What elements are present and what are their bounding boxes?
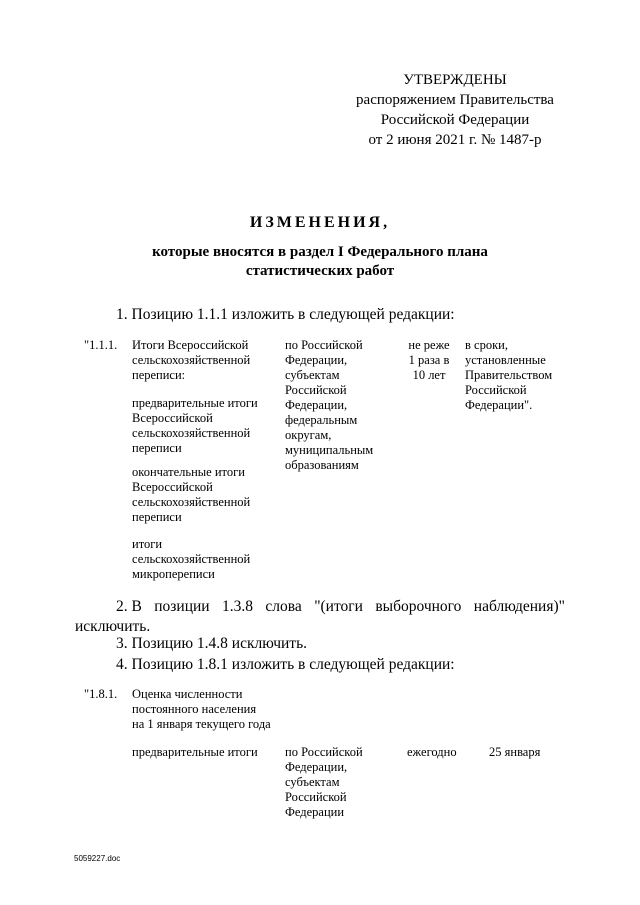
table1-col1-group4 <box>132 537 250 582</box>
table1-col1-text: микропереписи <box>132 567 215 581</box>
table1-col4-text: Федерации". <box>465 398 533 412</box>
table1-col1-text: сельскохозяйственной <box>132 426 251 440</box>
table2-col1-text: на 1 января текущего года <box>132 717 271 731</box>
table1-col3-text: не реже <box>408 338 450 352</box>
table1-col1-text: сельскохозяйственной <box>132 552 251 566</box>
item-2-word: наблюдения)" <box>473 598 565 615</box>
approval-date: от 2 июня 2021 г. № 1487-р <box>368 132 542 148</box>
table1-col1-text: итоги <box>132 537 163 551</box>
table1-col1-text: Всероссийской <box>132 480 213 494</box>
table1-col1-text: предварительные итоги <box>132 396 258 410</box>
item-4: 4. Позицию 1.8.1 изложить в следующей редакции: <box>116 656 455 673</box>
table1-col4-text: в сроки, <box>465 338 508 352</box>
item-2-word: 1.3.8 <box>222 598 254 615</box>
table1-col1-text: окончательные итоги <box>132 465 245 479</box>
item-2-word: 2. В <box>116 598 142 615</box>
table1-col3 <box>400 338 458 383</box>
table2-col2-text: Федерации <box>285 805 345 819</box>
table1-col3-text: 10 лет <box>412 368 446 382</box>
subtitle-line-2: статистических работ <box>245 263 395 279</box>
table1-col1-text: переписи: <box>132 368 186 382</box>
table1-col1-text: сельскохозяйственной <box>132 495 251 509</box>
item-3: 3. Позицию 1.4.8 исключить. <box>116 635 308 652</box>
approval-title: УТВЕРЖДЕНЫ <box>403 72 507 88</box>
table1-col1-group2 <box>132 396 258 456</box>
table1-col1-text: переписи <box>132 510 182 524</box>
table1-col4-text: установленные <box>465 353 546 367</box>
table2-col4: 25 января <box>489 745 541 759</box>
table1-col1-group3 <box>132 465 250 525</box>
item-2-word: позиции <box>154 598 210 615</box>
item-2-word: "(итоги <box>314 598 363 615</box>
table2-col1-text: постоянного населения <box>132 702 257 716</box>
table2-col2 <box>285 745 363 820</box>
item-2-line-2: исключить. <box>75 618 151 635</box>
table2-col1-head <box>132 687 271 732</box>
table1-col2-text: образованиям <box>285 458 359 472</box>
table1-col3-text: 1 раза в <box>408 353 450 367</box>
table1-col2-text: Российской <box>285 383 347 397</box>
table1-col1-text: Всероссийской <box>132 411 213 425</box>
table2-position-number: "1.8.1. <box>84 687 118 701</box>
approval-block <box>330 70 580 150</box>
approval-line-2: распоряжением Правительства <box>356 92 554 108</box>
subtitle-line-1: которые вносятся в раздел I Федерального плана <box>152 244 488 260</box>
item-2-line-1 <box>116 597 565 617</box>
table1-col1-group1 <box>132 338 250 383</box>
table1-col2-text: Федерации, <box>285 398 348 412</box>
table1-col2-text: федеральным <box>285 413 358 427</box>
footer-file-name: 5059227.doc <box>74 854 121 863</box>
table1-col1-text: сельскохозяйственной <box>132 353 251 367</box>
table1-col2-text: по Российской <box>285 338 363 352</box>
table2-col2-text: Федерации, <box>285 760 348 774</box>
document-title: ИЗМЕНЕНИЯ, <box>249 214 391 231</box>
table2-col3: ежегодно <box>407 745 457 759</box>
table1-col4 <box>465 338 552 413</box>
item-1: 1. Позицию 1.1.1 изложить в следующей редакции: <box>116 306 455 323</box>
table1-col2-text: округам, <box>285 428 332 442</box>
table2-col1-text: Оценка численности <box>132 687 243 701</box>
table1-col4-text: Правительством <box>465 368 553 382</box>
table2-col2-text: Российской <box>285 790 347 804</box>
table1-col1-text: переписи <box>132 441 182 455</box>
table1-col2-text: субъектам <box>285 368 340 382</box>
table1-col2-text: муниципальным <box>285 443 374 457</box>
table1-col4-text: Российской <box>465 383 527 397</box>
approval-line-3: Российской Федерации <box>380 112 530 128</box>
table1-col2-text: Федерации, <box>285 353 348 367</box>
table2-col2-text: по Российской <box>285 745 363 759</box>
table2-col2-text: субъектам <box>285 775 340 789</box>
table2-col1-sub: предварительные итоги <box>132 745 258 759</box>
table1-col1-text: Итоги Всероссийской <box>132 338 249 352</box>
table1-position-number: "1.1.1. <box>84 338 118 352</box>
document-subtitle <box>0 243 640 281</box>
item-2-word: слова <box>265 598 302 615</box>
item-2-word: выборочного <box>375 598 462 615</box>
table1-col2 <box>285 338 373 473</box>
